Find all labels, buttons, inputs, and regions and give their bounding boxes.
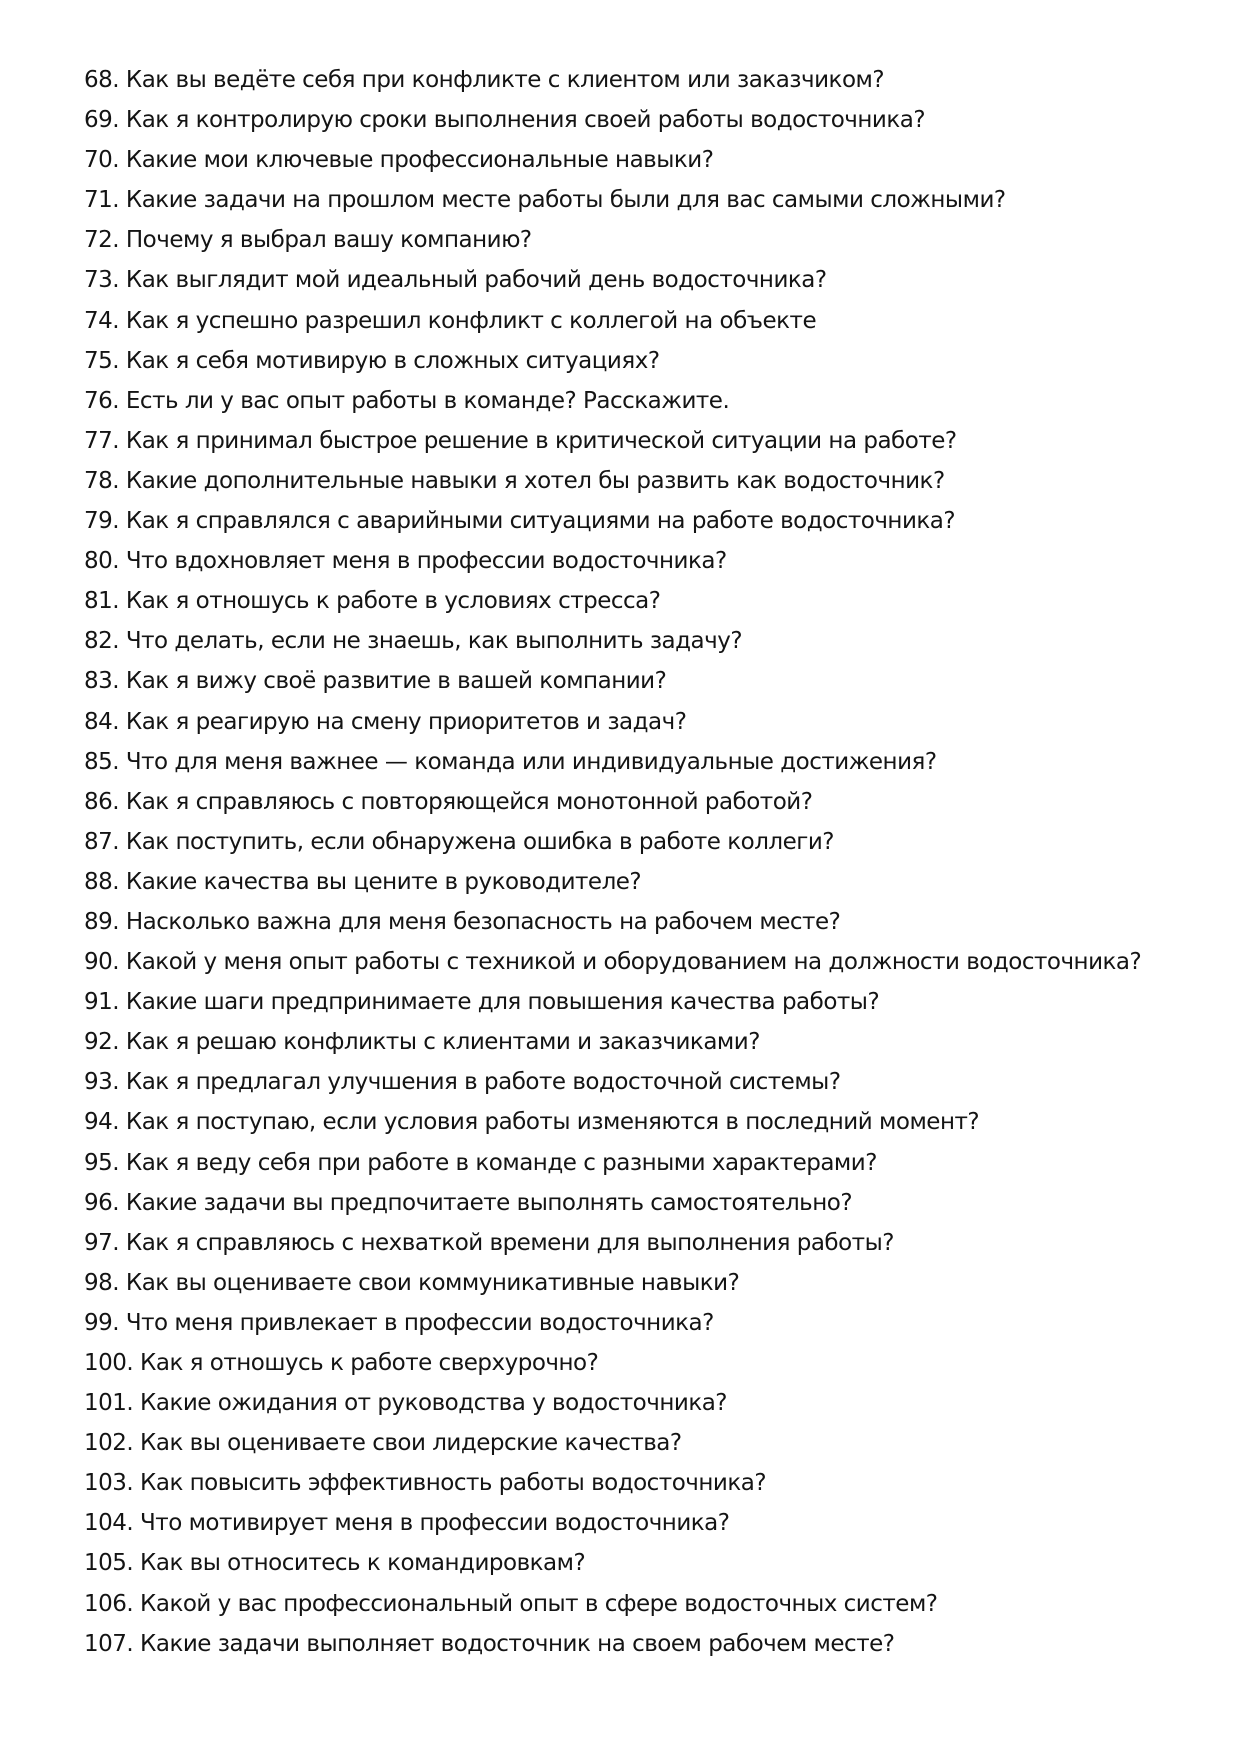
list-item: 72. Почему я выбрал вашу компанию? <box>84 227 532 254</box>
list-item: 93. Как я предлагал улучшения в работе водосточной системы? <box>84 1069 841 1096</box>
list-item: 70. Какие мои ключевые профессиональные навыки? <box>84 147 714 174</box>
list-item: 92. Как я решаю конфликты с клиентами и заказчиками? <box>84 1029 760 1056</box>
list-item: 76. Есть ли у вас опыт работы в команде? Расскажите. <box>84 387 730 414</box>
list-item: 85. Что для меня важнее — команда или индивидуальные достижения? <box>84 748 937 775</box>
list-item: 102. Как вы оцениваете свои лидерские качества? <box>84 1430 682 1457</box>
list-item: 79. Как я справлялся с аварийными ситуациями на работе водосточника? <box>84 508 956 535</box>
list-item: 78. Какие дополнительные навыки я хотел бы развить как водосточник? <box>84 467 945 494</box>
list-item: 106. Какой у вас профессиональный опыт в сфере водосточных систем? <box>84 1590 938 1617</box>
question-list <box>84 60 1204 1664</box>
list-item: 86. Как я справляюсь с повторяющейся монотонной работой? <box>84 788 813 815</box>
list-item: 94. Как я поступаю, если условия работы изменяются в последний момент? <box>84 1109 980 1136</box>
list-item: 99. Что меня привлекает в профессии водосточника? <box>84 1309 714 1336</box>
list-item: 89. Насколько важна для меня безопасность на рабочем месте? <box>84 908 841 935</box>
list-item: 81. Как я отношусь к работе в условиях стресса? <box>84 588 661 615</box>
list-item: 88. Какие качества вы цените в руководителе? <box>84 868 642 895</box>
list-item: 69. Как я контролирую сроки выполнения своей работы водосточника? <box>84 107 926 134</box>
list-item: 100. Как я отношусь к работе сверхурочно? <box>84 1350 599 1376</box>
list-item: 90. Какой у меня опыт работы с техникой и оборудованием на должности водосточника? <box>84 949 1142 976</box>
list-item: 105. Как вы относитесь к командировкам? <box>84 1550 586 1577</box>
list-item: 75. Как я себя мотивирую в сложных ситуациях? <box>84 347 660 374</box>
list-item: 80. Что вдохновляет меня в профессии водосточника? <box>84 548 727 575</box>
list-item: 71. Какие задачи на прошлом месте работы были для вас самыми сложными? <box>84 187 1006 214</box>
list-item: 74. Как я успешно разрешил конфликт с коллегой на объекте <box>84 307 817 334</box>
list-item: 97. Как я справляюсь с нехваткой времени для выполнения работы? <box>84 1229 894 1256</box>
list-item: 103. Как повысить эффективность работы водосточника? <box>84 1470 767 1497</box>
list-item: 82. Что делать, если не знаешь, как выполнить задачу? <box>84 628 743 655</box>
list-item: 98. Как вы оцениваете свои коммуникативные навыки? <box>84 1269 740 1296</box>
list-item: 107. Какие задачи выполняет водосточник на своем рабочем месте? <box>84 1630 895 1657</box>
list-item: 84. Как я реагирую на смену приоритетов и задач? <box>84 708 687 735</box>
list-item: 96. Какие задачи вы предпочитаете выполнять самостоятельно? <box>84 1189 853 1216</box>
list-item: 87. Как поступить, если обнаружена ошибка в работе коллеги? <box>84 828 834 855</box>
list-item: 101. Какие ожидания от руководства у водосточника? <box>84 1390 728 1417</box>
list-item: 83. Как я вижу своё развитие в вашей компании? <box>84 668 667 695</box>
list-item: 68. Как вы ведёте себя при конфликте с клиентом или заказчиком? <box>84 67 885 93</box>
list-item: 73. Как выглядит мой идеальный рабочий день водосточника? <box>84 267 827 294</box>
list-item: 95. Как я веду себя при работе в команде с разными характерами? <box>84 1149 877 1176</box>
list-item: 91. Какие шаги предпринимаете для повышения качества работы? <box>84 989 880 1016</box>
list-item: 77. Как я принимал быстрое решение в критической ситуации на работе? <box>84 427 957 454</box>
list-item: 104. Что мотивирует меня в профессии водосточника? <box>84 1510 730 1537</box>
